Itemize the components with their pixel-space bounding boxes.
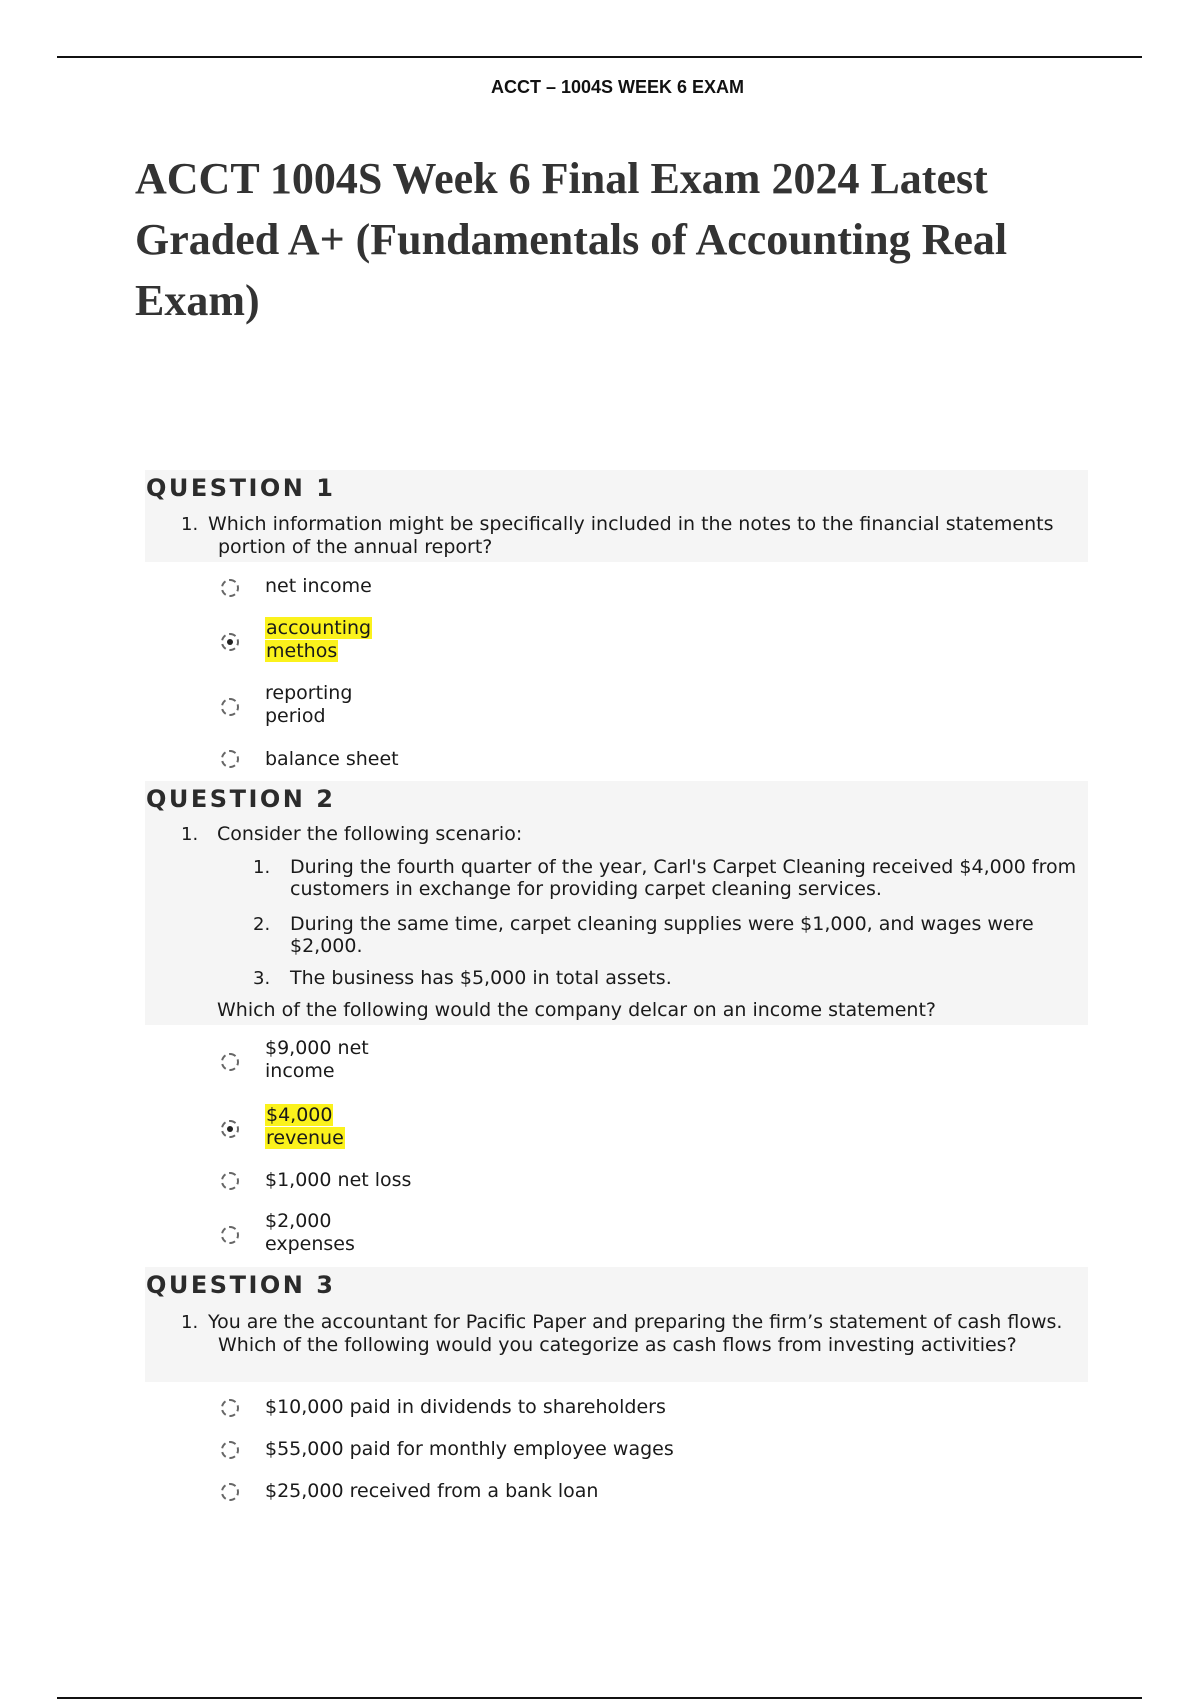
running-header: ACCT – 1004S WEEK 6 EXAM [490,77,745,97]
question-1-option-2-label[interactable] [265,617,390,663]
document-title: ACCT 1004S Week 6 Final Exam 2024 Latest Graded A+ (Fundamentals of Accounting Real Exam) [135,154,1008,325]
scenario-item-2-text: During the same time, carpet cleaning supplies were $1,000, and wages were $2,000. [290,913,1034,957]
question-1-number: 1. [181,514,199,535]
question-3-prompt: You are the accountant for Pacific Paper and preparing the firm’s statement of cash flows. Which of the following would you categorize as cash flows from investing activities? [208,1311,1063,1356]
question-2-option-3-label[interactable]: $1,000 net loss [265,1169,412,1191]
question-2-option-4-radio[interactable] [221,1226,239,1244]
question-2-number: 1. [181,824,199,845]
question-2-question-text: Which of the following would the company delcar on an income statement? [217,999,937,1021]
question-1-option-4-label[interactable]: balance sheet [265,748,399,770]
question-2-prompt: Consider the following scenario: [217,823,523,845]
scenario-item-3-number: 3. [253,968,271,989]
question-1-prompt: Which information might be specifically included in the notes to the financial statements portion of the annual report? [208,513,1054,558]
question-1-option-1-label[interactable]: net income [265,575,372,597]
scenario-item-1-number: 1. [253,857,271,878]
question-2-heading: QUESTION 2 [146,785,336,813]
question-2-option-1-label[interactable]: $9,000 net income [265,1037,369,1082]
question-3-number: 1. [181,1312,199,1333]
question-1-heading: QUESTION 1 [146,474,336,502]
header-rule [57,56,1142,58]
question-1-option-2-radio[interactable] [221,633,239,651]
question-3-heading: QUESTION 3 [146,1271,336,1299]
question-1-option-3-radio[interactable] [221,698,239,716]
scenario-item-3-text: The business has $5,000 in total assets. [290,967,672,989]
question-3-option-3-radio[interactable] [221,1483,239,1501]
question-2-option-2-label[interactable] [265,1104,360,1150]
question-3-option-2-label[interactable]: $55,000 paid for monthly employee wages [265,1438,674,1460]
footer-rule [57,1697,1142,1699]
question-2-option-4-label[interactable]: $2,000 expenses [265,1210,355,1255]
question-1-option-3-label[interactable]: reporting period [265,682,353,727]
scenario-item-2-number: 2. [253,914,271,935]
question-3-option-3-label[interactable]: $25,000 received from a bank loan [265,1480,599,1502]
question-3-option-1-label[interactable]: $10,000 paid in dividends to shareholders [265,1396,666,1418]
question-2-option-3-radio[interactable] [221,1172,239,1190]
question-3-option-1-radio[interactable] [221,1399,239,1417]
question-3-option-2-radio[interactable] [221,1441,239,1459]
question-2-option-2-highlight: $4,000 revenue [266,1104,344,1149]
scenario-item-1-text: During the fourth quarter of the year, Carl's Carpet Cleaning received $4,000 from customers in exchange for providing carpet cleaning services. [290,856,1077,900]
question-2-option-2-radio[interactable] [221,1120,239,1138]
question-1-option-2-highlight: accounting methos [266,617,372,662]
question-1-option-4-radio[interactable] [221,750,239,768]
question-1-option-1-radio[interactable] [221,579,239,597]
question-2-option-1-radio[interactable] [221,1053,239,1071]
